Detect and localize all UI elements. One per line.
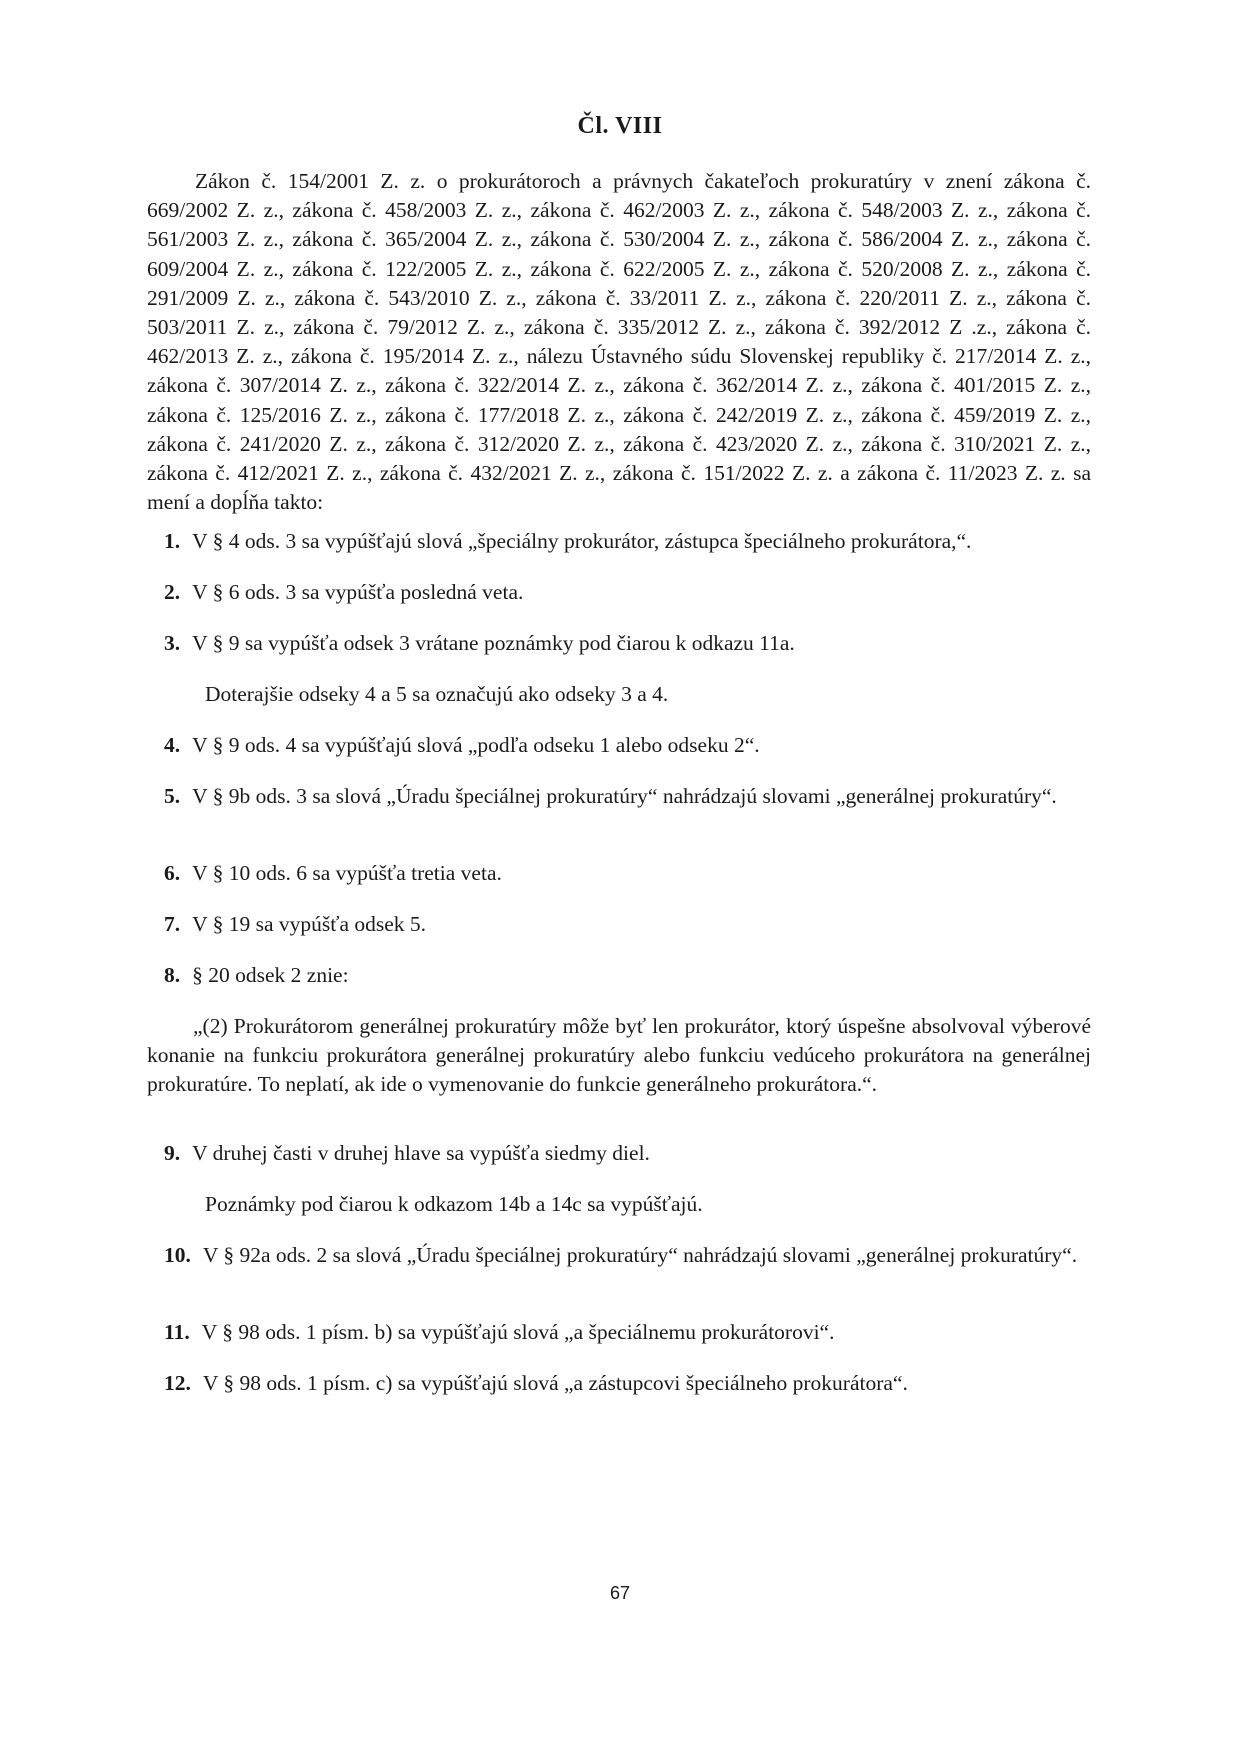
item-3-subparagraph: Doterajšie odseky 4 a 5 sa označujú ako odseky 3 a 4. (205, 682, 669, 706)
item-number: 8. (164, 963, 181, 987)
amendment-item-11 (147, 1318, 1108, 1348)
amendment-item-12 (147, 1369, 1108, 1399)
item-text: V druhej časti v druhej hlave sa vypúšťa siedmy diel. (192, 1141, 650, 1165)
amendment-item-3 (147, 629, 1108, 659)
amendment-item-7 (147, 910, 1108, 940)
amendment-item-6 (147, 859, 1108, 889)
item-8-quoted-paragraph: „(2) Prokurátorom generálnej prokuratúry môže byť len prokurátor, ktorý úspešne absolvoval výberové konanie na funkciu prokurátora generálnej prokuratúry alebo funkciu vedúceho prokurátora na generálnej prokuratúre. To neplatí, ak ide o vymenovanie do funkcie generálneho prokurátora.“. (147, 1014, 1091, 1096)
amendment-item-9 (147, 1139, 1108, 1169)
item-number: 1. (164, 529, 181, 553)
item-number: 10. (164, 1243, 191, 1267)
item-text: V § 10 ods. 6 sa vypúšťa tretia veta. (192, 861, 502, 885)
item-text: § 20 odsek 2 znie: (192, 963, 349, 987)
intro-paragraph: Zákon č. 154/2001 Z. z. o prokurátoroch a právnych čakateľoch prokuratúry v znení zákona č. 669/2002 Z. z., zákona č. 458/2003 Z. z., zákona č. 462/2003 Z. z., zákona č. 548/2003 Z. z., zákona č. 561/2003 Z. z., zákona č. 365/2004 Z. z., zákona č. 530/2004 Z. z., zákona č. 586/2004 Z. z., zákona č. 609/2004 Z. z., zákona č. 122/2005 Z. z., zákona č. 622/2005 Z. z., zákona č. 520/2008 Z. z., zákona č. 291/2009 Z. z., zákona č. 543/2010 Z. z., zákona č. 33/2011 Z. z., zákona č. 220/2011 Z. z., zákona č. 503/2011 Z. z., zákona č. 79/2012 Z. z., zákona č. 335/2012 Z. z., zákona č. 392/2012 Z .z., zákona č. 462/2013 Z. z., zákona č. 195/2014 Z. z., nálezu Ústavného súdu Slovenskej republiky č. 217/2014 Z. z., zákona č. 307/2014 Z. z., zákona č. 322/2014 Z. z., zákona č. 362/2014 Z. z., zákona č. 401/2015 Z. z., zákona č. 125/2016 Z. z., zákona č. 177/2018 Z. z., zákona č. 242/2019 Z. z., zákona č. 459/2019 Z. z., zákona č. 241/2020 Z. z., zákona č. 312/2020 Z. z., zákona č. 423/2020 Z. z., zákona č. 310/2021 Z. z., zákona č. 412/2021 Z. z., zákona č. 432/2021 Z. z., zákona č. 151/2022 Z. z. a zákona č. 11/2023 Z. z. sa mení a dopĺňa takto: (147, 169, 1091, 515)
item-text: V § 92a ods. 2 sa slová „Úradu špeciálnej prokuratúry“ nahrádzajú slovami „generálnej prokuratúry“. (202, 1243, 1078, 1267)
item-text: V § 4 ods. 3 sa vypúšťajú slová „špeciálny prokurátor, zástupca špeciálneho prokurátora,“. (192, 529, 972, 553)
amendment-item-10 (147, 1241, 1108, 1271)
item-9-subparagraph: Poznámky pod čiarou k odkazom 14b a 14c sa vypúšťajú. (205, 1192, 703, 1216)
amendment-item-5 (147, 782, 1108, 812)
item-text: V § 98 ods. 1 písm. c) sa vypúšťajú slová „a zástupcovi špeciálneho prokurátora“. (202, 1371, 908, 1395)
amendment-item-4 (147, 731, 1108, 761)
item-number: 4. (164, 733, 181, 757)
item-text: V § 9b ods. 3 sa slová „Úradu špeciálnej prokuratúry“ nahrádzajú slovami „generálnej prokuratúry“. (192, 784, 1057, 808)
page-number: 67 (609, 1583, 631, 1603)
amendment-item-2 (147, 578, 1108, 608)
item-number: 6. (164, 861, 181, 885)
item-number: 5. (164, 784, 181, 808)
item-text: V § 6 ods. 3 sa vypúšťa posledná veta. (192, 580, 524, 604)
item-number: 9. (164, 1141, 181, 1165)
item-text: V § 98 ods. 1 písm. b) sa vypúšťajú slová „a špeciálnemu prokurátorovi“. (201, 1320, 835, 1344)
amendment-item-1 (147, 527, 1108, 557)
item-text: V § 19 sa vypúšťa odsek 5. (192, 912, 427, 936)
article-heading: Čl. VIII (577, 113, 663, 139)
item-number: 12. (164, 1371, 191, 1395)
item-number: 11. (164, 1320, 190, 1344)
amendment-item-8 (147, 961, 1108, 991)
item-number: 7. (164, 912, 181, 936)
item-number: 3. (164, 631, 181, 655)
item-text: V § 9 ods. 4 sa vypúšťajú slová „podľa odseku 1 alebo odseku 2“. (192, 733, 760, 757)
item-number: 2. (164, 580, 181, 604)
item-text: V § 9 sa vypúšťa odsek 3 vrátane poznámky pod čiarou k odkazu 11a. (192, 631, 795, 655)
